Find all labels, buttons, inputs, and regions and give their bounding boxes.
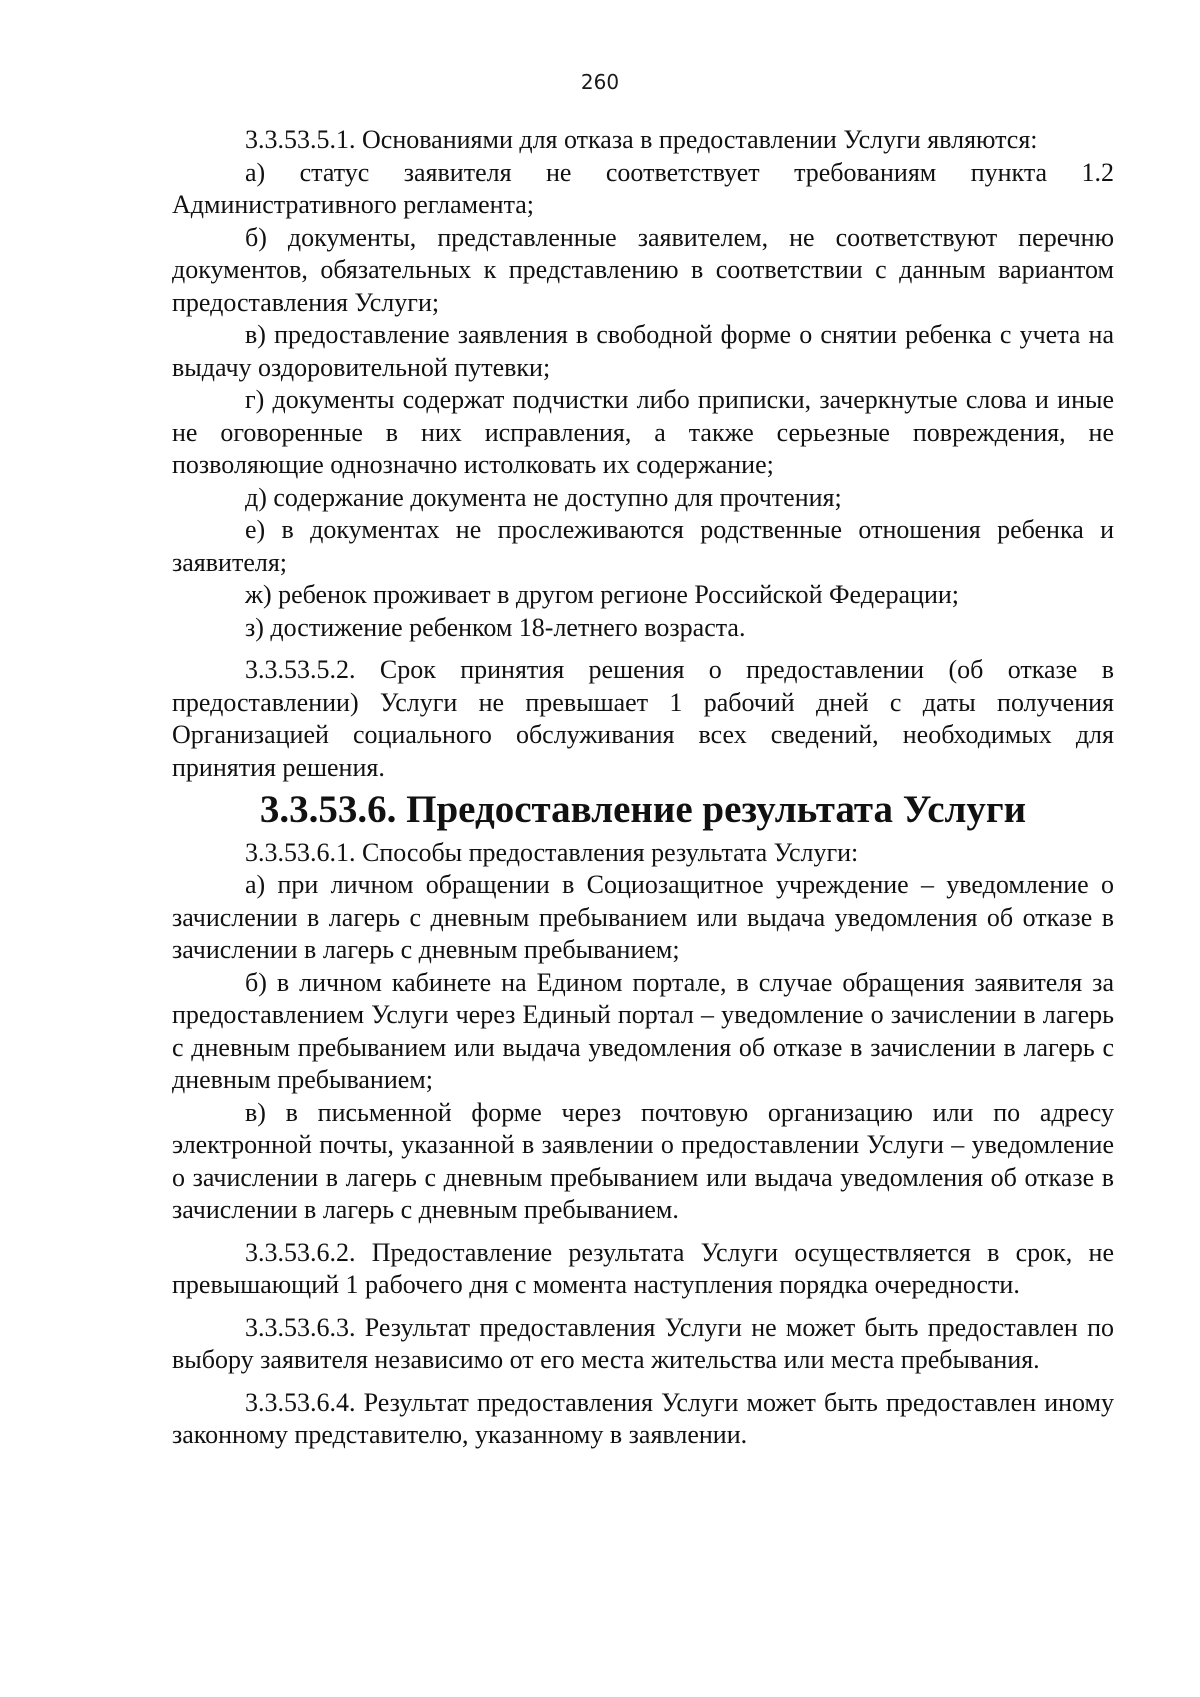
section-heading-3-3-53-6: 3.3.53.6. Предоставление результата Услуги xyxy=(259,788,1027,831)
list-item-method-v: в) в письменной форме через почтовую организацию или по адресу электронной почты, указанной в заявлении о предоставлении Услуги – уведомление о зачислении в лагерь с дневным пребыванием или выдача уведомления об отказе в зачислении в лагерь с дневным пребыванием. xyxy=(172,1097,1114,1224)
list-item-reason-a: а) статус заявителя не соответствует требованиям пункта 1.2 Административного регламента; xyxy=(172,157,1114,219)
document-body xyxy=(172,124,1114,1452)
list-item-reason-e: е) в документах не прослеживаются родственные отношения ребенка и заявителя; xyxy=(172,515,1114,577)
list-item-method-a: а) при личном обращении в Социозащитное учреждение – уведомление о зачислении в лагерь с дневным пребыванием или выдача уведомления об отказе в зачислении в лагерь с дневным пребыванием; xyxy=(172,870,1114,964)
paragraph-3-3-53-5-1: 3.3.53.5.1. Основаниями для отказа в предоставлении Услуги являются: xyxy=(245,125,1038,154)
list-item-reason-zh: ж) ребенок проживает в другом регионе Российской Федерации; xyxy=(245,580,960,609)
list-item-reason-g: г) документы содержат подчистки либо приписки, зачеркнутые слова и иные не оговоренные в них исправления, а также серьезные повреждения, не позволяющие однозначно истолковать их содержание; xyxy=(172,385,1114,479)
list-item-reason-v: в) предоставление заявления в свободной форме о снятии ребенка с учета на выдачу оздоровительной путевки; xyxy=(172,320,1114,382)
list-item-reason-b: б) документы, представленные заявителем, не соответствуют перечню документов, обязательных к представлению в соответствии с данным вариантом предоставления Услуги; xyxy=(172,222,1114,317)
paragraph-3-3-53-6-3: 3.3.53.6.3. Результат предоставления Услуги не может быть предоставлен по выбору заявителя независимо от его места жительства или места пребывания. xyxy=(172,1312,1114,1374)
list-item-reason-z: з) достижение ребенком 18-летнего возраста. xyxy=(245,612,746,642)
list-item-reason-d: д) содержание документа не доступно для прочтения; xyxy=(245,482,842,512)
list-item-method-b: б) в личном кабинете на Едином портале, в случае обращения заявителя за предоставлением Услуги через Единый портал – уведомление о зачислении в лагерь с дневным пребыванием или выдача уведомления об отказе в зачислении в лагерь с дневным пребыванием; xyxy=(172,967,1114,1094)
paragraph-3-3-53-6-2: 3.3.53.6.2. Предоставление результата Услуги осуществляется в срок, не превышающий 1 рабочего дня с момента наступления порядка очередности. xyxy=(172,1237,1114,1299)
paragraph-3-3-53-6-1: 3.3.53.6.1. Способы предоставления результата Услуги: xyxy=(245,837,859,867)
paragraph-3-3-53-5-2: 3.3.53.5.2. Срок принятия решения о предоставлении (об отказе в предоставлении) Услуги не превышает 1 рабочий дней с даты получения Организацией социального обслуживания всех сведений, необходимых для принятия решения. xyxy=(172,655,1114,782)
paragraph-3-3-53-6-4: 3.3.53.6.4. Результат предоставления Услуги может быть предоставлен иному законному представителю, указанному в заявлении. xyxy=(172,1387,1114,1449)
page-number: 260 xyxy=(580,70,620,94)
